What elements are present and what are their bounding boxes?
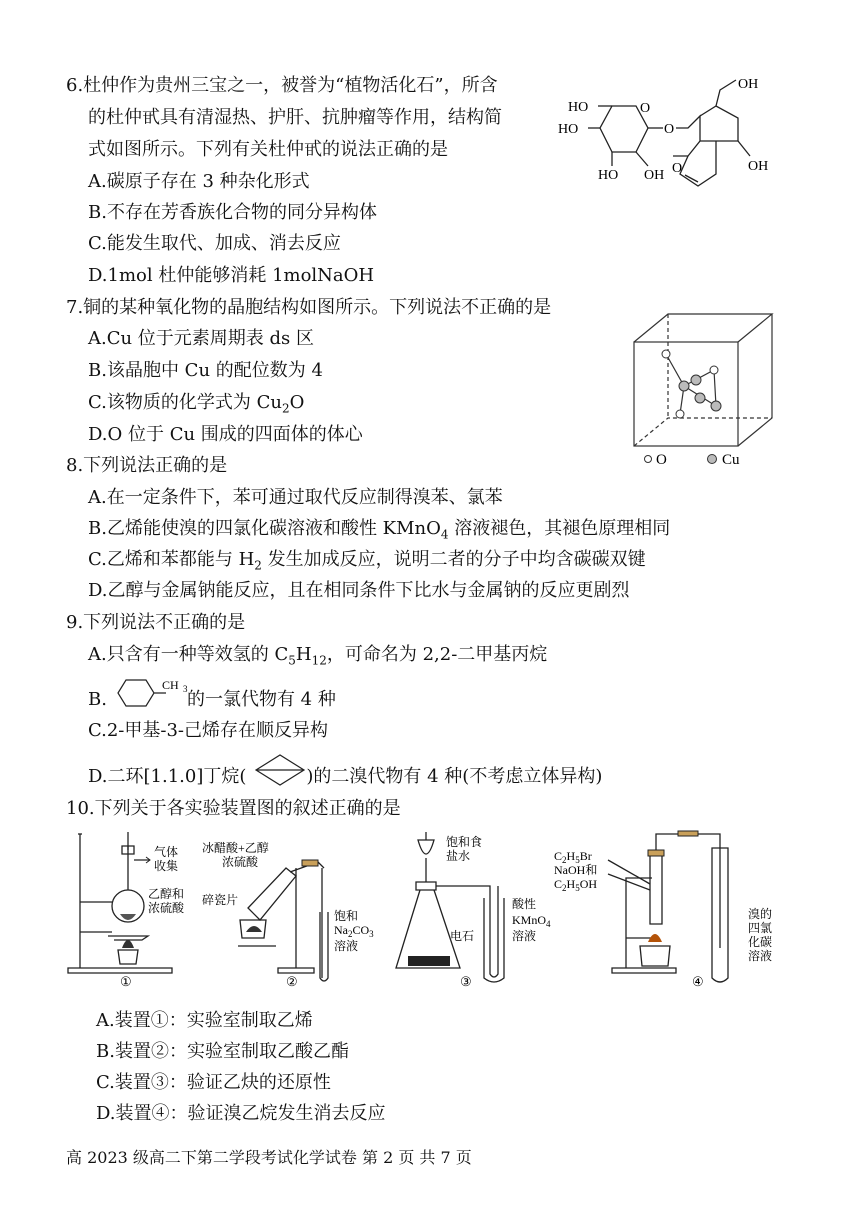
q9-a-sub1: 5 [288,653,296,668]
q6-option-a: A.碳原子存在 3 种杂化形式 [88,171,310,192]
q9-d-pre: D.二环[1.1.0]丁烷( [88,766,247,787]
fig2-chip: 碎瓷片 [202,893,239,907]
fig4-bromine-1: 溴的 [748,907,773,921]
fig4-naoh: NaOH和 [554,863,598,877]
ch3-label: CH [162,678,179,692]
q7-option-b: B.该晶胞中 Cu 的配位数为 4 [88,360,323,381]
fig3-kmno4-3: 溶液 [512,929,537,943]
svg-text:Na2CO3 [334,923,374,939]
struct-o-1: O [640,101,651,116]
struct-o-2: O [664,122,675,137]
struct-oh-1: OH [644,168,665,183]
q10-option-d: D.装置④：验证溴乙烷发生消去反应 [96,1103,386,1124]
fig4-r3: C [554,877,563,891]
fig4-r1-h: H [566,849,576,863]
fig1-number: ① [120,974,132,989]
struct-ho-1: HO [558,122,579,137]
q7-option-d: D.O 位于 Cu 围成的四面体的体心 [88,424,363,445]
fig1-liq-1: 乙醇和 [148,887,185,901]
fig2-na: Na [334,923,348,937]
fig4-r1-br: Br [579,849,592,863]
q10-option-b: B.装置②：实验室制取乙酸乙酯 [96,1041,349,1062]
q6-stem-line1: 6.杜仲作为贵州三宝之一，被誉为“植物活化石”，所含 [66,75,498,96]
fig4-r3-oh: OH [579,877,598,891]
apparatus-3-acetylene [390,828,550,990]
q7-c-post: O [289,392,305,413]
q6-option-c: C.能发生取代、加成、消去反应 [88,233,341,254]
methylcyclohexane-structure [106,676,194,710]
ch3-sub: 3 [183,684,188,694]
legend-cu: Cu [722,452,740,468]
fig2-co: CO [352,923,370,937]
apparatus-2-ethyl-acetate [198,828,374,990]
fig2-number: ② [286,974,298,989]
struct-oh-3: OH [748,159,769,174]
q10-option-c: C.装置③：验证乙炔的还原性 [96,1072,331,1093]
q9-stem: 9.下列说法不正确的是 [66,612,246,633]
struct-o-3: O [672,161,683,176]
fig3-brine-1: 饱和食 [446,835,483,849]
q9-option-c: C.2-甲基-3-己烯存在顺反异构 [88,720,329,741]
fig4-number: ④ [692,974,704,989]
q8-b-post: 溶液褪色，其褪色原理相同 [448,518,671,539]
q8-c-pre: C.乙烯和苯都能与 H [88,549,255,570]
fig3-kmno4-2: KMnO [512,913,547,927]
q8-option-b [88,517,670,547]
q8-c-sub: 2 [254,558,262,573]
q9-a-mid: H [295,644,312,665]
fig4-r1-sub: 2 [562,855,567,865]
fig4-r3-h: H [566,877,576,891]
struct-oh-2: OH [738,77,759,92]
fig4-r1-sub2: 5 [575,855,580,865]
q8-b-pre: B.乙烯能使溴的四氯化碳溶液和酸性 KMnO [88,518,441,539]
q7-c-pre: C.该物质的化学式为 Cu [88,392,282,413]
fig4-bromine-2: 四氯 [748,921,773,935]
q7-c-sub: 2 [281,401,290,416]
q8-c-post: 发生加成反应，说明二者的分子中均含碳碳双键 [261,549,646,570]
q9-option-a [88,643,547,673]
q6-stem-line2: 的杜仲甙具有清湿热、护肝、抗肿瘤等作用，结构简 [88,107,502,128]
cu-atom-legend-icon [708,455,717,464]
fig4-bromine-4: 溶液 [748,949,773,963]
apparatus-1-ethylene [62,828,212,990]
fig2-na-sub: 2 [348,929,353,939]
fig4-bromine-3: 化碳 [748,935,773,949]
fig3-number: ③ [460,974,472,989]
fig4-r3-sub2: 5 [575,883,580,893]
svg-text:C2H5OH [554,877,597,893]
svg-text:KMnO4 [512,913,551,929]
q8-stem: 8.下列说法正确的是 [66,455,228,476]
q7-stem: 7.铜的某种氧化物的晶胞结构如图所示。下列说法不正确的是 [66,297,552,318]
fig4-r1: C [554,849,563,863]
q8-b-sub: 4 [440,527,449,542]
fig1-gas-2: 收集 [154,859,179,873]
legend-o: O [656,452,667,468]
fig2-solution: 溶液 [334,939,359,953]
q10-option-a: A.装置①：实验室制取乙烯 [96,1010,313,1031]
q9-a-pre: A.只含有一种等效氢的 C [88,644,289,665]
q10-stem: 10.下列关于各实验装置图的叙述正确的是 [66,798,401,819]
bicyclobutane-structure [252,752,308,788]
fig2-co-sub: 3 [369,929,374,939]
fig2-saturated: 饱和 [334,909,359,923]
fig2-acid-1: 冰醋酸+乙醇 [202,841,269,855]
crystal-cell-diagram [626,306,776,472]
apparatus-4-bromoethane [552,828,808,990]
struct-ho-2: HO [568,100,589,115]
q9-b-pre: B. [88,689,107,710]
fig3-kmno4-1: 酸性 [512,897,537,911]
q6-option-d: D.1mol 杜仲能够消耗 1molNaOH [88,265,375,286]
struct-ho-3: HO [598,168,619,183]
fig4-r3-sub: 2 [562,883,567,893]
q6-option-b: B.不存在芳香族化合物的同分异构体 [88,202,377,223]
q9-a-sub2: 12 [311,653,327,668]
q9-d-post: )的二溴代物有 4 种(不考虑立体异构) [306,766,603,787]
fig3-brine-2: 盐水 [446,849,471,863]
q9-b-post: 的一氯代物有 4 种 [186,689,336,710]
q9-a-post: ，可命名为 2,2-二甲基丙烷 [326,644,548,665]
q6-stem-line3: 式如图所示。下列有关杜仲甙的说法正确的是 [88,139,448,160]
q8-option-c [88,548,646,578]
fig2-acid-2: 浓硫酸 [222,855,259,869]
q8-option-a: A.在一定条件下，苯可通过取代反应制得溴苯、氯苯 [88,487,503,508]
fig1-liq-2: 浓硫酸 [148,901,185,915]
o-atom-legend-icon [645,456,652,463]
fig3-carbide: 电石 [450,929,475,943]
q7-option-a: A.Cu 位于元素周期表 ds 区 [88,328,315,349]
fig1-gas-1: 气体 [154,845,179,859]
q9-option-d [88,765,602,789]
eucommiol-structure [548,76,788,206]
fig3-kmno4-sub: 4 [546,919,551,929]
page-footer: 高 2023 级高二下第二学段考试化学试卷 第 2 页 共 7 页 [66,1148,472,1167]
q7-option-c [88,391,304,421]
q8-option-d: D.乙醇与金属钠能反应，且在相同条件下比水与金属钠的反应更剧烈 [88,580,630,601]
